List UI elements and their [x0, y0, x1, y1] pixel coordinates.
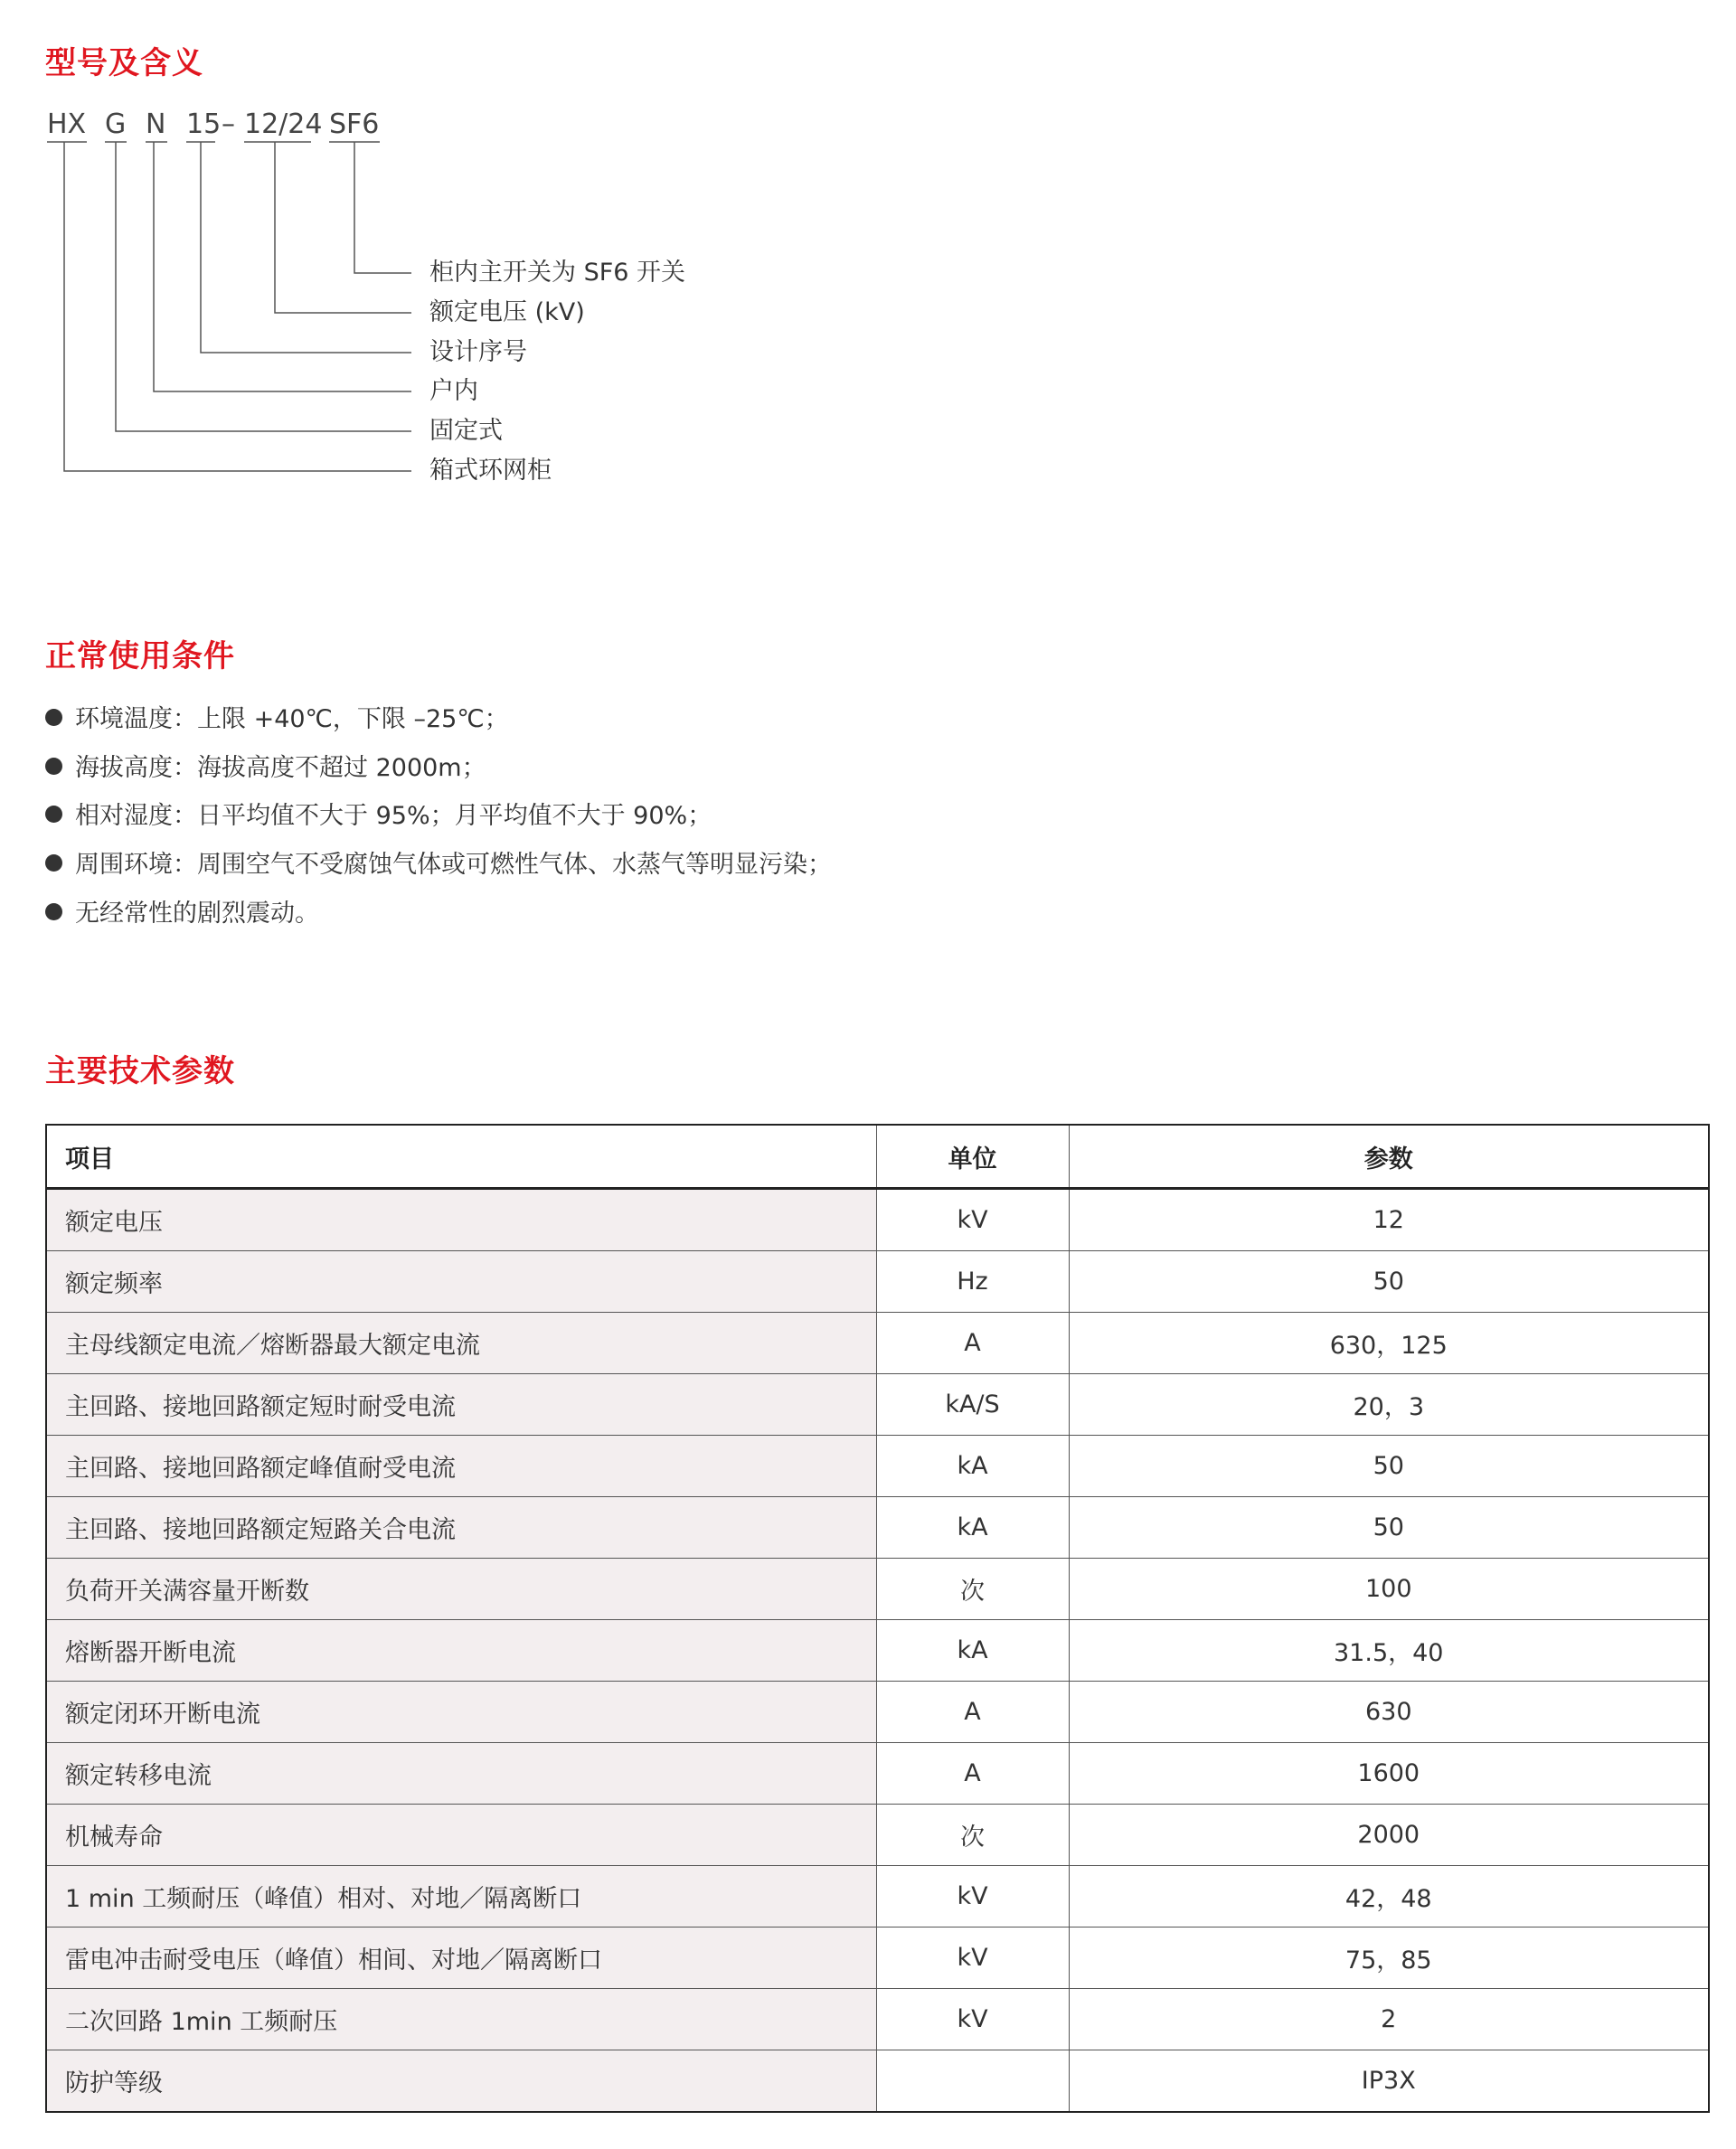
cell-item: 防护等级 — [46, 2050, 876, 2113]
cell-item: 机械寿命 — [46, 1805, 876, 1866]
bullet-icon — [45, 758, 62, 775]
cell-item: 主回路、接地回路额定短路关合电流 — [46, 1497, 876, 1559]
bullet-icon — [45, 903, 62, 920]
cell-unit: 次 — [876, 1805, 1069, 1866]
bullet-icon — [45, 806, 62, 823]
model-code-dash: – — [222, 108, 235, 140]
cell-unit: kA — [876, 1620, 1069, 1682]
table-row — [46, 1189, 1709, 1251]
model-code-switch: SF6 — [329, 108, 380, 140]
table-row — [46, 1743, 1709, 1805]
cell-unit: A — [876, 1743, 1069, 1805]
leader-indoor — [154, 142, 411, 391]
cell-unit — [876, 2050, 1069, 2113]
table-row — [46, 1251, 1709, 1313]
model-code-seq: 15 — [186, 108, 222, 140]
model-code-n: N — [146, 108, 166, 140]
bullet-icon — [45, 854, 62, 872]
conditions-section-title: 正常使用条件 — [45, 638, 235, 674]
cell-item: 主回路、接地回路额定峰值耐受电流 — [46, 1436, 876, 1497]
cell-item: 1 min 工频耐压（峰值）相对、对地／隔离断口 — [46, 1866, 876, 1928]
cell-value: 630 — [1069, 1682, 1709, 1743]
cell-value: 50 — [1069, 1436, 1709, 1497]
table-row — [46, 1620, 1709, 1682]
cell-value: IP3X — [1069, 2050, 1709, 2113]
cell-unit: kV — [876, 1866, 1069, 1928]
table-row — [46, 1928, 1709, 1989]
meaning-fixed: 固定式 — [429, 417, 503, 445]
cell-unit: kV — [876, 1189, 1069, 1251]
cell-item: 主母线额定电流／熔断器最大额定电流 — [46, 1313, 876, 1374]
meaning-seq: 设计序号 — [429, 338, 527, 366]
table-row — [46, 1805, 1709, 1866]
cell-value: 50 — [1069, 1497, 1709, 1559]
cell-value: 20，3 — [1069, 1374, 1709, 1436]
condition-item: 相对湿度：日平均值不大于 95%；月平均值不大于 90%； — [45, 804, 712, 828]
condition-item: 海拔高度：海拔高度不超过 2000m； — [45, 756, 486, 780]
bullet-icon — [45, 709, 62, 726]
cell-item: 额定频率 — [46, 1251, 876, 1313]
cell-item: 额定电压 — [46, 1189, 876, 1251]
table-row — [46, 1436, 1709, 1497]
cell-item: 二次回路 1min 工频耐压 — [46, 1989, 876, 2050]
cell-item: 额定闭环开断电流 — [46, 1682, 876, 1743]
cell-value: 31.5，40 — [1069, 1620, 1709, 1682]
cell-value: 12 — [1069, 1189, 1709, 1251]
cell-unit: 次 — [876, 1559, 1069, 1620]
table-row — [46, 1374, 1709, 1436]
cell-value: 42，48 — [1069, 1866, 1709, 1928]
cell-value: 2000 — [1069, 1805, 1709, 1866]
table-row — [46, 1313, 1709, 1374]
meaning-box: 箱式环网柜 — [429, 457, 552, 485]
cell-value: 75，85 — [1069, 1928, 1709, 1989]
cell-value: 100 — [1069, 1559, 1709, 1620]
header-item: 项目 — [46, 1125, 876, 1189]
meaning-voltage: 额定电压 (kV) — [429, 298, 585, 326]
leader-voltage — [275, 142, 411, 313]
cell-value: 2 — [1069, 1989, 1709, 2050]
table-row — [46, 1682, 1709, 1743]
condition-item: 环境温度：上限 +40℃，下限 –25℃； — [45, 707, 509, 731]
cell-value: 50 — [1069, 1251, 1709, 1313]
model-code-hx: HX — [47, 108, 87, 140]
cell-unit: kV — [876, 1989, 1069, 2050]
meaning-switch: 柜内主开关为 SF6 开关 — [429, 259, 686, 287]
cell-unit: kA — [876, 1436, 1069, 1497]
condition-item: 周围环境：周围空气不受腐蚀气体或可燃性气体、水蒸气等明显污染； — [45, 853, 832, 877]
table-row — [46, 2050, 1709, 2113]
specs-section-title: 主要技术参数 — [45, 1053, 235, 1089]
table-row — [46, 1559, 1709, 1620]
meaning-indoor: 户内 — [429, 377, 478, 405]
cell-value: 1600 — [1069, 1743, 1709, 1805]
table-row — [46, 1497, 1709, 1559]
cell-unit: A — [876, 1313, 1069, 1374]
cell-item: 负荷开关满容量开断数 — [46, 1559, 876, 1620]
table-row — [46, 1866, 1709, 1928]
table-row — [46, 1989, 1709, 2050]
cell-unit: kA — [876, 1497, 1069, 1559]
cell-unit: kA/S — [876, 1374, 1069, 1436]
header-unit: 单位 — [876, 1125, 1069, 1189]
model-code-g: G — [105, 108, 127, 140]
model-section-title: 型号及含义 — [45, 45, 203, 81]
leader-seq — [201, 142, 411, 353]
cell-unit: A — [876, 1682, 1069, 1743]
cell-item: 主回路、接地回路额定短时耐受电流 — [46, 1374, 876, 1436]
cell-unit: kV — [876, 1928, 1069, 1989]
leader-fixed — [116, 142, 411, 431]
cell-value: 630，125 — [1069, 1313, 1709, 1374]
cell-item: 熔断器开断电流 — [46, 1620, 876, 1682]
cell-item: 雷电冲击耐受电压（峰值）相间、对地／隔离断口 — [46, 1928, 876, 1989]
leader-switch — [354, 142, 411, 273]
table-header-row — [46, 1125, 1709, 1189]
model-code-voltage: 12/24 — [244, 108, 323, 140]
model-diagram-lines — [0, 0, 1736, 506]
header-value: 参数 — [1069, 1125, 1709, 1189]
cell-item: 额定转移电流 — [46, 1743, 876, 1805]
condition-item: 无经常性的剧烈震动。 — [45, 901, 319, 926]
spec-table — [45, 1124, 1710, 2113]
cell-unit: Hz — [876, 1251, 1069, 1313]
